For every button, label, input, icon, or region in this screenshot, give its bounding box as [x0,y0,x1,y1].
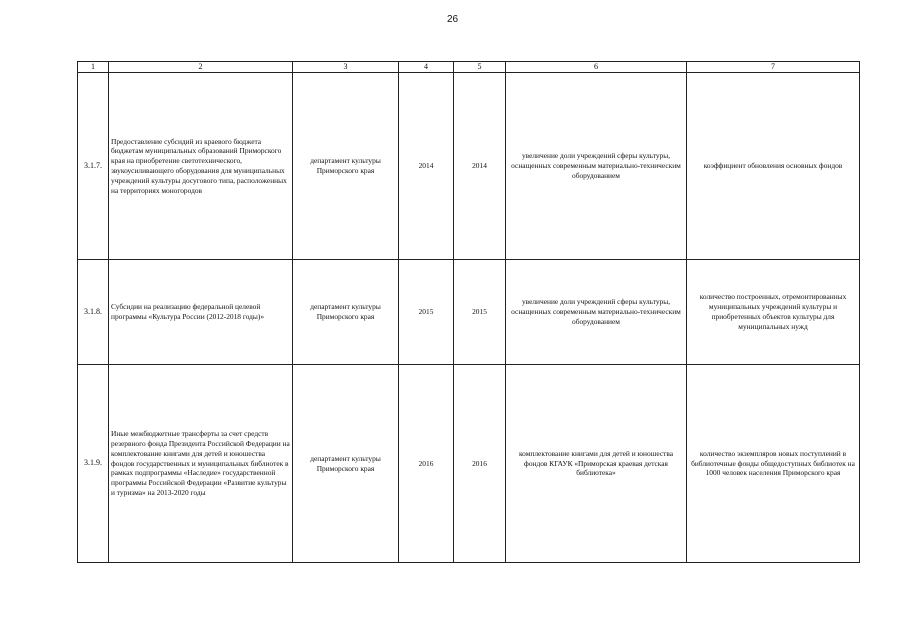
column-header: 2 [109,62,293,73]
column-header: 1 [78,62,109,73]
indicator: количество экземпляров новых поступлений в библиотечные фонды общедоступных библиотек на 1000 человек населения Приморского края [687,365,860,563]
end-year: 2014 [454,73,506,260]
column-header: 7 [687,62,860,73]
measure-name: Предоставление субсидий из краевого бюджета бюджетам муниципальных образований Приморского края на приобретение светотехнического, звукоусиливающего оборудования для муниципальных учреждений культуры досугового типа, расположенных на территориях моногородов [109,73,293,260]
measure-name: Иные межбюджетные трансферты за счет средств резервного фонда Президента Российской Федерации на комплектование книгами для детей и юношества фондов государственных и муниципальных библиотек в рамках подпрограммы «Наследие» государственной программы Российской Федерации «Развитие культуры и туризма» на 2013-2020 годы [109,365,293,563]
column-header: 5 [454,62,506,73]
expected-result: комплектование книгами для детей и юношества фондов КГАУК «Приморская краевая детская библиотека» [506,365,687,563]
start-year: 2014 [399,73,454,260]
start-year: 2015 [399,260,454,365]
indicator: количество построенных, отремонтированных муниципальных учреждений культуры и приобретенных объектов культуры для муниципальных нужд [687,260,860,365]
end-year: 2016 [454,365,506,563]
executor: департамент культуры Приморского края [293,260,399,365]
column-header: 3 [293,62,399,73]
measures-table [77,61,860,563]
page-number: 26 [446,14,459,25]
executor: департамент культуры Приморского края [293,73,399,260]
table-row [78,73,860,260]
row-number: 3.1.8. [78,260,109,365]
measure-name: Субсидии на реализацию федеральной целевой программы «Культура России (2012-2018 годы)» [109,260,293,365]
header-row [78,62,860,73]
expected-result: увеличение доли учреждений сферы культуры, оснащенных современным материально-техническим оборудованием [506,73,687,260]
end-year: 2015 [454,260,506,365]
column-header: 4 [399,62,454,73]
table-row [78,365,860,563]
row-number: 3.1.9. [78,365,109,563]
start-year: 2016 [399,365,454,563]
executor: департамент культуры Приморского края [293,365,399,563]
column-header: 6 [506,62,687,73]
row-number: 3.1.7. [78,73,109,260]
indicator: коэффициент обновления основных фондов [687,73,860,260]
expected-result: увеличение доли учреждений сферы культуры, оснащенных современным материально-техническим оборудованием [506,260,687,365]
table-row [78,260,860,365]
